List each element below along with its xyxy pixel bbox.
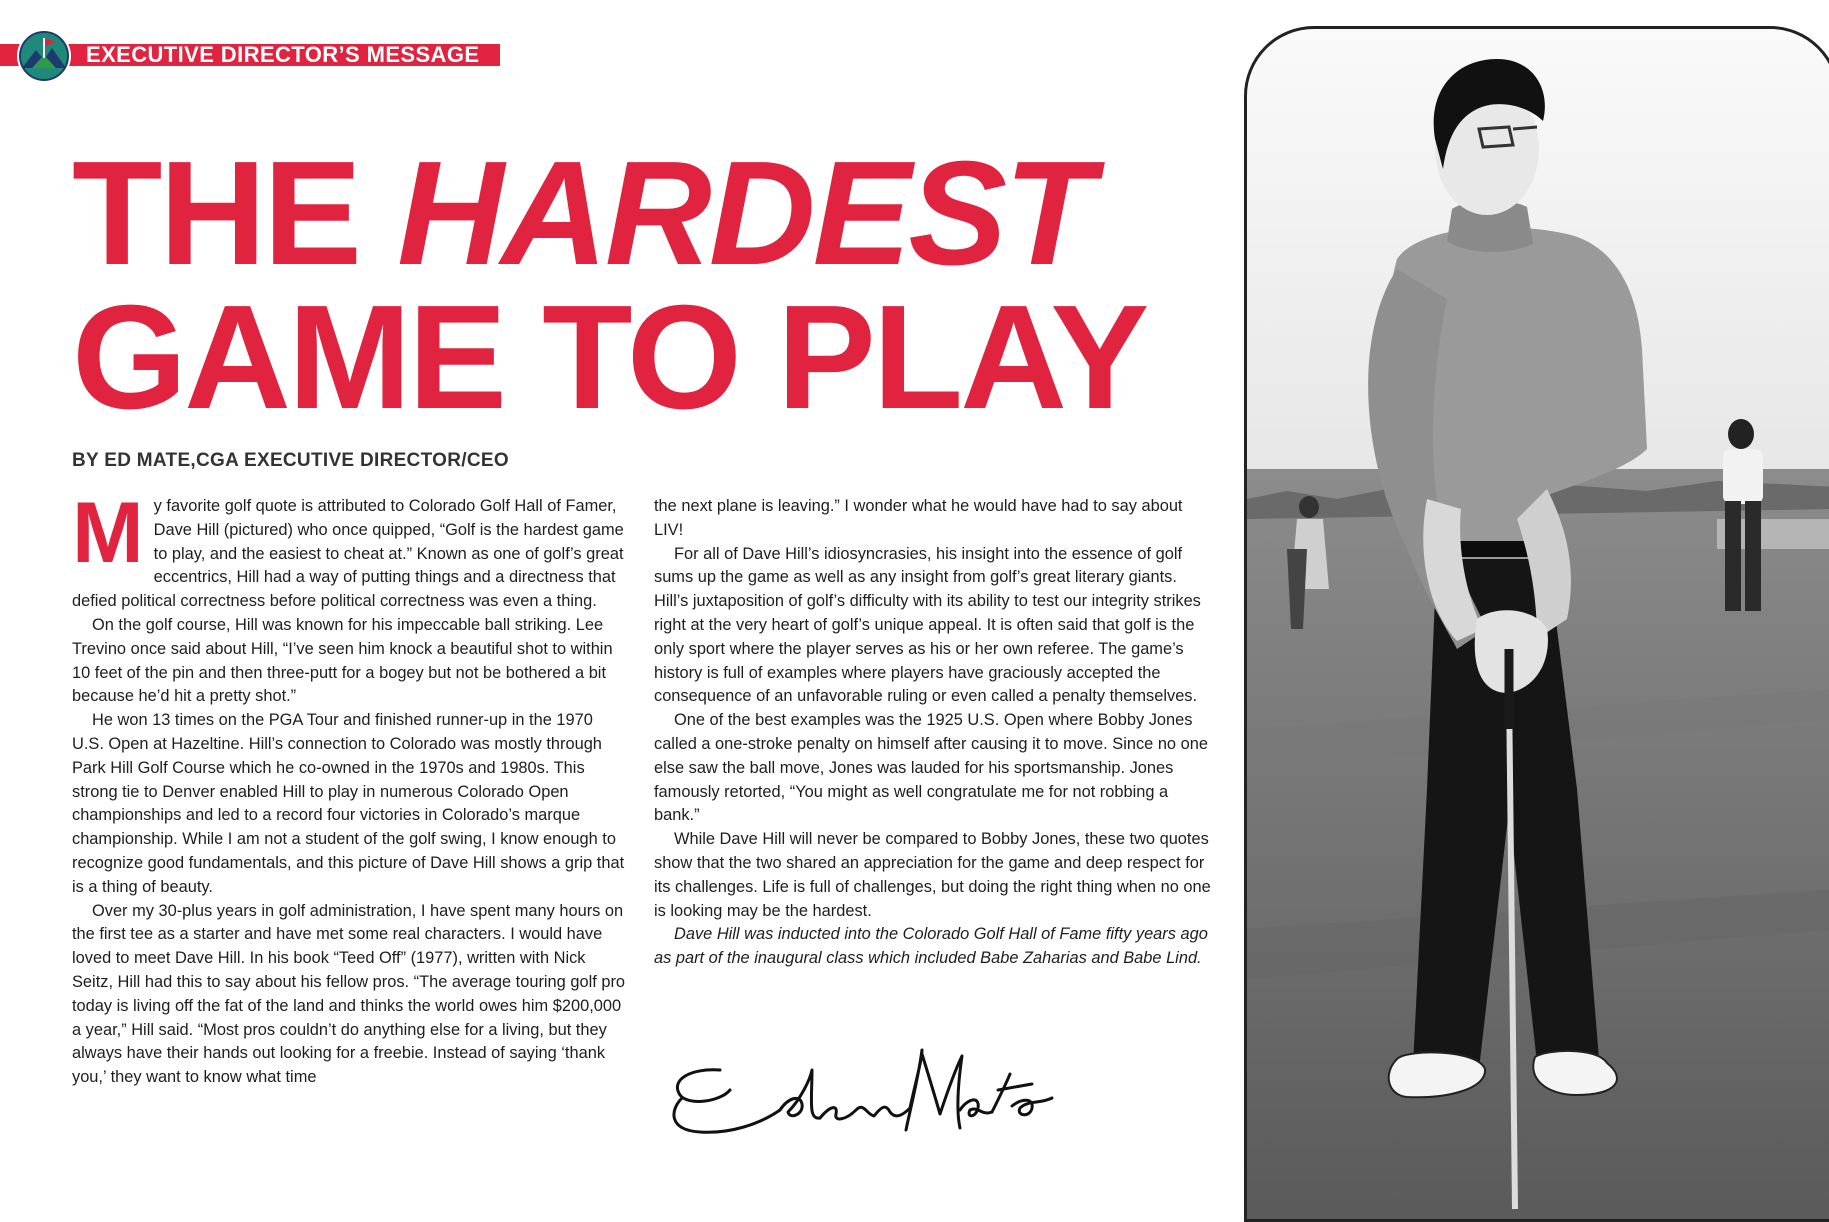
golfer-photo-icon xyxy=(1247,29,1829,1219)
article-column-1 xyxy=(72,485,627,1090)
paragraph-7: While Dave Hill will never be compared to Bobby Jones, these two quotes show that the two shared an appreciation for the game and deep respect for its challenges. Life is full of challenges, but doing the right thing when no one is looking may be the hardest. xyxy=(654,830,1211,920)
paragraph-6: One of the best examples was the 1925 U.S. Open where Bobby Jones called a one-stroke penalty on himself after causing it to move. Since no one else saw the ball move, Jones was lauded for his sportsmanship. Jones famously retorted, “You might as well congratulate me for not robbing a bank.” xyxy=(654,711,1208,825)
headline-emphasis: HARDEST xyxy=(397,131,1092,296)
drop-cap: M xyxy=(72,485,144,581)
paragraph-continuation: the next plane is leaving.” I wonder what he would have had to say about LIV! xyxy=(654,497,1183,539)
headline-line-1 xyxy=(72,131,1232,296)
article-column-2 xyxy=(654,495,1214,971)
paragraph-1 xyxy=(72,485,627,614)
closing-note: Dave Hill was inducted into the Colorado Golf Hall of Fame fifty years ago as part of the inaugural class which included Babe Zaharias and Babe Lind. xyxy=(654,925,1208,968)
paragraph-3: He won 13 times on the PGA Tour and finished runner-up in the 1970 U.S. Open at Hazeltine. Hill’s connection to Colorado was mostly through Park Hill Golf Course which he co-owned in the 1970s and 1980s. This strong tie to Denver enabled Hill to play in numerous Colorado Open championships and led to a record four victories in Colorado’s marque championship. While I am not a student of the golf swing, I know enough to recognize good fundamentals, and this picture of Dave Hill shows a grip that is a thing of beauty. xyxy=(72,711,625,896)
paragraph-1-text: y favorite golf quote is attributed to Colorado Golf Hall of Famer, Dave Hill (pictured) who once quipped, “Golf is the hardest game to play, and the easiest to cheat at.” Known as one of golf’s great eccentrics, Hill had a way of putting things and a directness that defied political correctness before political correctness was even a thing. xyxy=(72,497,624,611)
headline-plain: THE xyxy=(72,131,398,296)
paragraph-2: On the golf course, Hill was known for his impeccable ball striking. Lee Trevino once said about Hill, “I’ve seen him knock a beautiful shot to within 10 feet of the pin and then three-putt for a bogey but not be bothered a bit because he’d hit a pretty shot.” xyxy=(72,615,613,706)
mountain-flag-logo-icon xyxy=(16,28,72,84)
headline-line-2: GAME TO PLAY xyxy=(72,275,1147,440)
paragraph-4: Over my 30-plus years in golf administration, I have spent many hours on the first tee as a starter and have met some real characters. I would have loved to meet Dave Hill. In his book “Teed Off” (1977), written with Nick Seitz, Hill had this to say about his fellow pros. “The average touring golf pro today is living off the fat of the land and thinks the world owes him $200,000 a year,” Hill said. “Most pros couldn’t do anything else for a living, but they always have their hands out looking for a freebie. Instead of saying ‘thank you,’ they want to know what time xyxy=(72,901,626,1087)
golfer-photo xyxy=(1244,26,1829,1222)
paragraph-5: For all of Dave Hill’s idiosyncrasies, his insight into the essence of golf sums up the game as well as any insight from golf’s great literary giants. Hill’s juxtaposition of golf’s difficulty with its ability to test our integrity strikes right at the very heart of golf’s unique appeal. It is often said that golf is the only sport where the player serves as his or her own referee. The game’s history is full of examples where players have graciously accepted the consequence of an unfavorable ruling or even called a penalty themselves. xyxy=(654,544,1201,706)
headline xyxy=(72,131,1232,440)
section-label: EXECUTIVE DIRECTOR’S MESSAGE xyxy=(86,42,480,67)
byline: BY ED MATE,CGA EXECUTIVE DIRECTOR/CEO xyxy=(72,450,509,471)
handwritten-signature-icon xyxy=(660,1040,1080,1150)
